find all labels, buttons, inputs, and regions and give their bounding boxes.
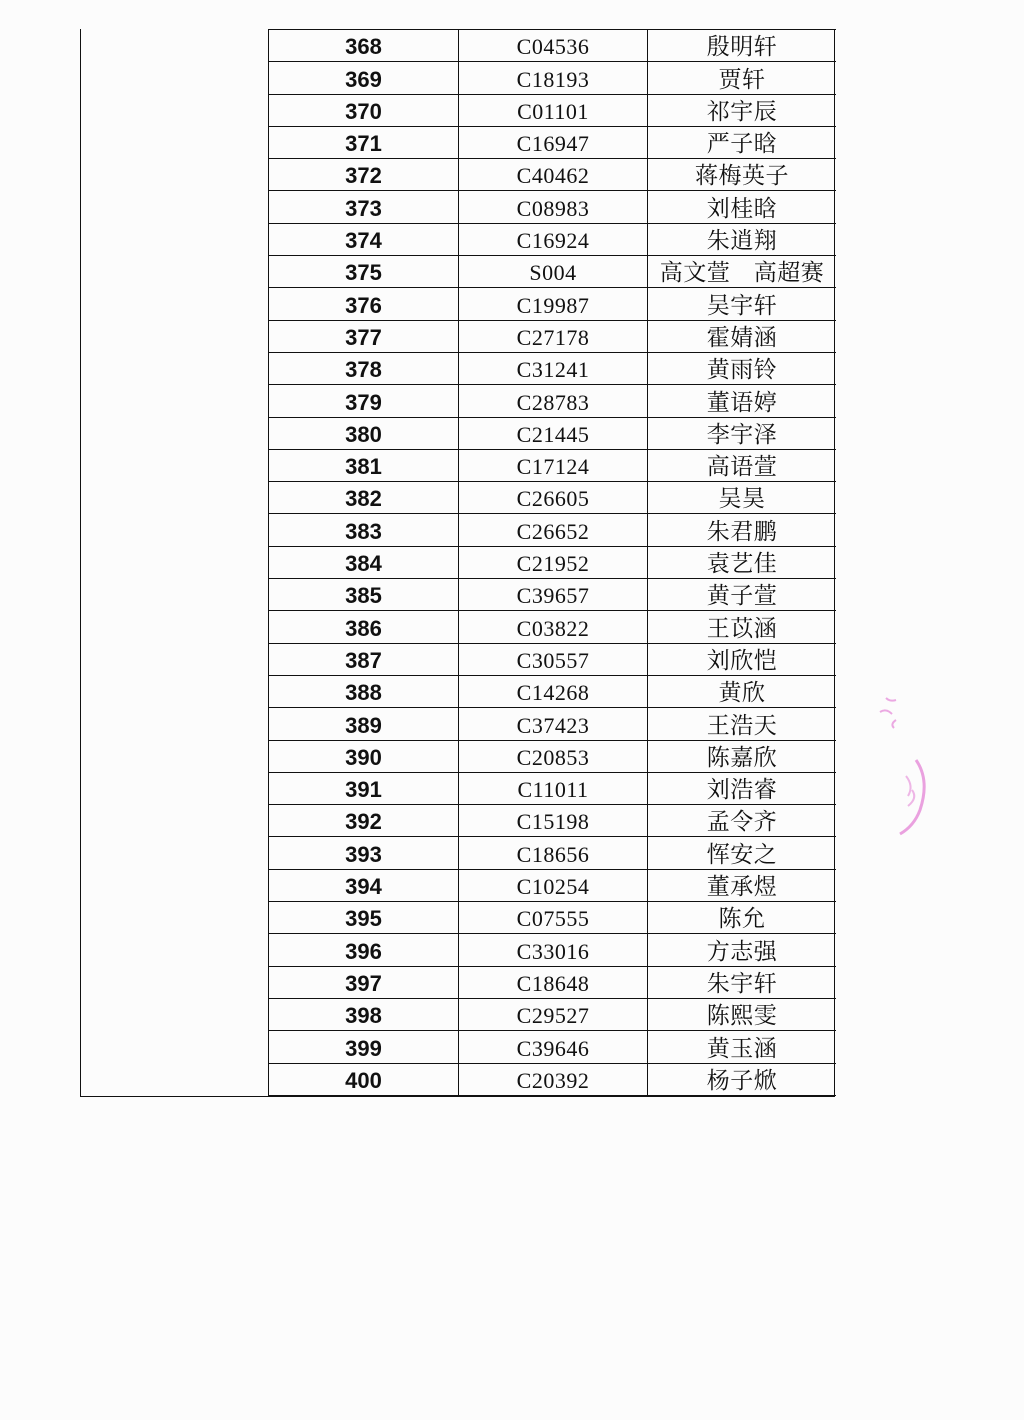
row-name: 杨子焮 <box>648 1063 837 1095</box>
row-code: C29527 <box>459 998 648 1030</box>
row-number: 389 <box>269 708 459 740</box>
row-code: C11011 <box>459 772 648 804</box>
row-number: 371 <box>269 126 459 158</box>
list-table-frame <box>80 29 835 1097</box>
row-code: C17124 <box>459 449 648 481</box>
row-name: 蒋梅英子 <box>648 159 837 191</box>
row-code: C20392 <box>459 1063 648 1095</box>
table-row <box>269 482 836 514</box>
row-name: 王苡涵 <box>648 611 837 643</box>
table-body <box>269 30 836 1096</box>
row-name: 黄子萱 <box>648 579 837 611</box>
table-row <box>269 675 836 707</box>
row-number: 369 <box>269 62 459 94</box>
row-name: 袁艺佳 <box>648 546 837 578</box>
table-row <box>269 934 836 966</box>
row-name: 王浩天 <box>648 708 837 740</box>
table-row <box>269 611 836 643</box>
row-number: 381 <box>269 449 459 481</box>
row-number: 400 <box>269 1063 459 1095</box>
row-name: 朱逍翔 <box>648 223 837 255</box>
row-name: 陈允 <box>648 902 837 934</box>
row-name: 董承煜 <box>648 869 837 901</box>
row-code: C26605 <box>459 482 648 514</box>
row-number: 383 <box>269 514 459 546</box>
row-code: C18193 <box>459 62 648 94</box>
table-row <box>269 1031 836 1063</box>
row-name: 刘欣恺 <box>648 643 837 675</box>
table-row <box>269 62 836 94</box>
row-number: 398 <box>269 998 459 1030</box>
row-code: C40462 <box>459 159 648 191</box>
row-name: 朱宇轩 <box>648 966 837 998</box>
row-number: 373 <box>269 191 459 223</box>
row-code: C26652 <box>459 514 648 546</box>
row-code: C14268 <box>459 675 648 707</box>
row-code: C07555 <box>459 902 648 934</box>
table-row <box>269 643 836 675</box>
row-number: 377 <box>269 320 459 352</box>
row-name: 方志强 <box>648 934 837 966</box>
row-code: C01101 <box>459 94 648 126</box>
row-number: 380 <box>269 417 459 449</box>
row-number: 395 <box>269 902 459 934</box>
row-name: 黄玉涵 <box>648 1031 837 1063</box>
row-number: 397 <box>269 966 459 998</box>
row-name: 李宇泽 <box>648 417 837 449</box>
table-row <box>269 159 836 191</box>
row-number: 379 <box>269 385 459 417</box>
row-code: C39646 <box>459 1031 648 1063</box>
registration-table <box>269 29 836 1096</box>
row-code: C20853 <box>459 740 648 772</box>
blank-left-column <box>81 29 269 1096</box>
table-row <box>269 902 836 934</box>
table-row <box>269 805 836 837</box>
row-code: C15198 <box>459 805 648 837</box>
row-name: 孟令齐 <box>648 805 837 837</box>
row-name: 高语萱 <box>648 449 837 481</box>
row-code: C04536 <box>459 30 648 62</box>
row-number: 372 <box>269 159 459 191</box>
row-number: 396 <box>269 934 459 966</box>
row-number: 385 <box>269 579 459 611</box>
table-row <box>269 352 836 384</box>
row-code: C16947 <box>459 126 648 158</box>
table-row <box>269 772 836 804</box>
row-number: 370 <box>269 94 459 126</box>
row-name: 祁宇辰 <box>648 94 837 126</box>
row-number: 382 <box>269 482 459 514</box>
table-row <box>269 514 836 546</box>
table-row <box>269 223 836 255</box>
row-name: 黄雨铃 <box>648 352 837 384</box>
row-code: C28783 <box>459 385 648 417</box>
row-name: 严子晗 <box>648 126 837 158</box>
row-number: 388 <box>269 675 459 707</box>
row-code: C19987 <box>459 288 648 320</box>
row-code: C18656 <box>459 837 648 869</box>
row-name: 黄欣 <box>648 675 837 707</box>
row-code: C31241 <box>459 352 648 384</box>
row-name: 吴宇轩 <box>648 288 837 320</box>
row-number: 393 <box>269 837 459 869</box>
row-number: 376 <box>269 288 459 320</box>
row-code: C03822 <box>459 611 648 643</box>
row-code: C18648 <box>459 966 648 998</box>
row-number: 378 <box>269 352 459 384</box>
row-name: 殷明轩 <box>648 30 837 62</box>
table-row <box>269 94 836 126</box>
row-code: C30557 <box>459 643 648 675</box>
table-row <box>269 740 836 772</box>
row-name: 朱君鹏 <box>648 514 837 546</box>
row-name: 霍婧涵 <box>648 320 837 352</box>
table-row <box>269 966 836 998</box>
row-code: C21952 <box>459 546 648 578</box>
row-name: 高文萱 高超赛 <box>648 256 837 288</box>
table-row <box>269 998 836 1030</box>
row-number: 394 <box>269 869 459 901</box>
table-row <box>269 417 836 449</box>
table-row <box>269 869 836 901</box>
row-name: 董语婷 <box>648 385 837 417</box>
table-row <box>269 256 836 288</box>
row-code: C10254 <box>459 869 648 901</box>
table-row <box>269 708 836 740</box>
row-code: C21445 <box>459 417 648 449</box>
row-name: 陈熙雯 <box>648 998 837 1030</box>
row-code: C16924 <box>459 223 648 255</box>
row-number: 391 <box>269 772 459 804</box>
stamp-mark-icon <box>866 690 946 840</box>
row-number: 375 <box>269 256 459 288</box>
row-number: 387 <box>269 643 459 675</box>
row-code: C27178 <box>459 320 648 352</box>
row-number: 384 <box>269 546 459 578</box>
row-number: 390 <box>269 740 459 772</box>
row-number: 392 <box>269 805 459 837</box>
row-number: 386 <box>269 611 459 643</box>
table-row <box>269 320 836 352</box>
row-code: S004 <box>459 256 648 288</box>
row-name: 陈嘉欣 <box>648 740 837 772</box>
row-name: 刘浩睿 <box>648 772 837 804</box>
row-name: 贾轩 <box>648 62 837 94</box>
row-name: 吴昊 <box>648 482 837 514</box>
table-row <box>269 288 836 320</box>
table-row <box>269 385 836 417</box>
table-row <box>269 546 836 578</box>
row-name: 恽安之 <box>648 837 837 869</box>
row-code: C08983 <box>459 191 648 223</box>
row-code: C33016 <box>459 934 648 966</box>
table-row <box>269 191 836 223</box>
table-row <box>269 837 836 869</box>
row-name: 刘桂晗 <box>648 191 837 223</box>
table-row <box>269 449 836 481</box>
table-row <box>269 30 836 62</box>
row-number: 399 <box>269 1031 459 1063</box>
table-row <box>269 126 836 158</box>
row-code: C39657 <box>459 579 648 611</box>
table-row <box>269 1063 836 1095</box>
table-row <box>269 579 836 611</box>
row-number: 368 <box>269 30 459 62</box>
row-code: C37423 <box>459 708 648 740</box>
row-number: 374 <box>269 223 459 255</box>
